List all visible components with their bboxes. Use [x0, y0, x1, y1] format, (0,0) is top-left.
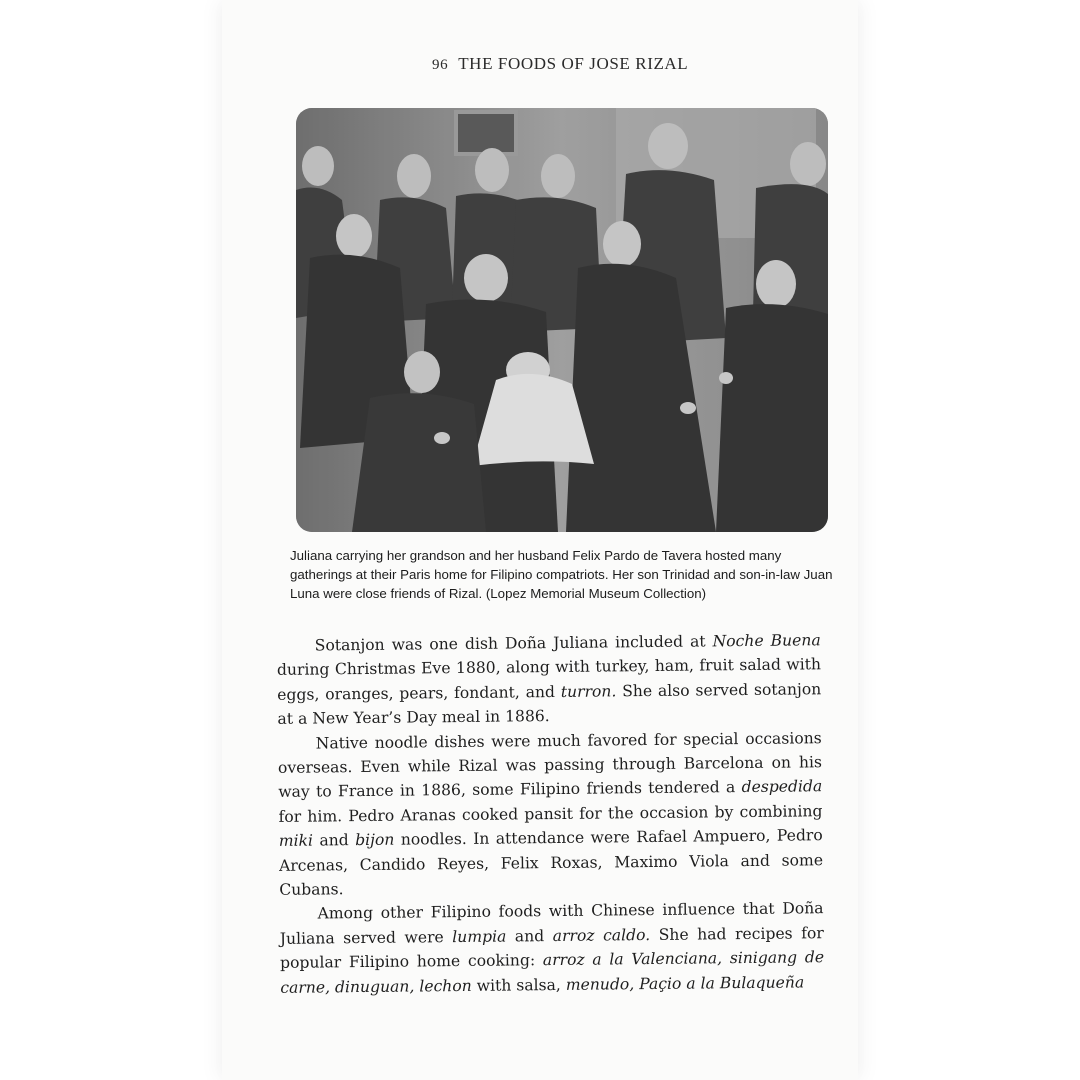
italic-term: menudo, Paçio a la Bulaqueña [565, 973, 805, 994]
text-run: She had recipes for popular Filipino home cooking: [279, 924, 824, 973]
text-run: noodles. In attendance were Rafael Ampuero, Pedro Arcenas, Candido Reyes, Felix Roxas, Maximo Viola and some Cubans. [278, 826, 824, 899]
page-number: 96 [432, 57, 449, 73]
paragraph-3 [279, 897, 824, 1000]
photo-illustration [296, 108, 828, 532]
text-run: Among other Filipino foods with Chinese influence that Doña Juliana served were [279, 899, 824, 948]
body-text [277, 628, 825, 1000]
italic-term: miki [278, 831, 314, 851]
text-run: for him. Pedro Aranas cooked pansit for the occasion by combining [278, 802, 823, 826]
photo-caption: Juliana carrying her grandson and her husband Felix Pardo de Tavera hosted many gatherings at their Paris home for Filipino compatriots. Her son Trinidad and son-in-law Juan Luna were close friends of Rizal. (Lopez Memorial Museum Collection) [290, 548, 833, 601]
italic-term: lumpia [452, 927, 507, 946]
running-head [432, 54, 722, 74]
italic-term: bijon [355, 830, 395, 850]
group-portrait-photo [296, 108, 828, 532]
italic-term: arroz caldo. [552, 925, 651, 945]
text-run: during Christmas Eve 1880, along with turkey, ham, fruit salad with eggs, oranges, pears, fondant, and [276, 655, 822, 704]
text-run: She also served sotanjon at a New Year’s Day meal in 1886. [277, 680, 822, 729]
book-title: THE FOODS OF JOSE RIZAL [458, 54, 689, 73]
italic-term: despedida [741, 777, 823, 797]
italic-term: arroz a la Valenciana, sinigang de carne, dinuguan, lechon [280, 948, 825, 997]
text-run: and [506, 926, 553, 946]
text-run: with salsa, [471, 975, 566, 995]
text-run: Sotanjon was one dish Doña Juliana included at [314, 632, 713, 655]
text-run: and [312, 831, 356, 850]
text-run: Native noodle dishes were much favored for special occasions overseas. Even while Rizal was passing through Barcelona on his way to France in 1886, some Filipino friends tendered a [277, 728, 823, 802]
italic-term: turron. [560, 682, 617, 701]
paragraph-1 [277, 628, 822, 731]
paragraph-2 [278, 726, 824, 903]
italic-term: Noche Buena [712, 631, 821, 651]
